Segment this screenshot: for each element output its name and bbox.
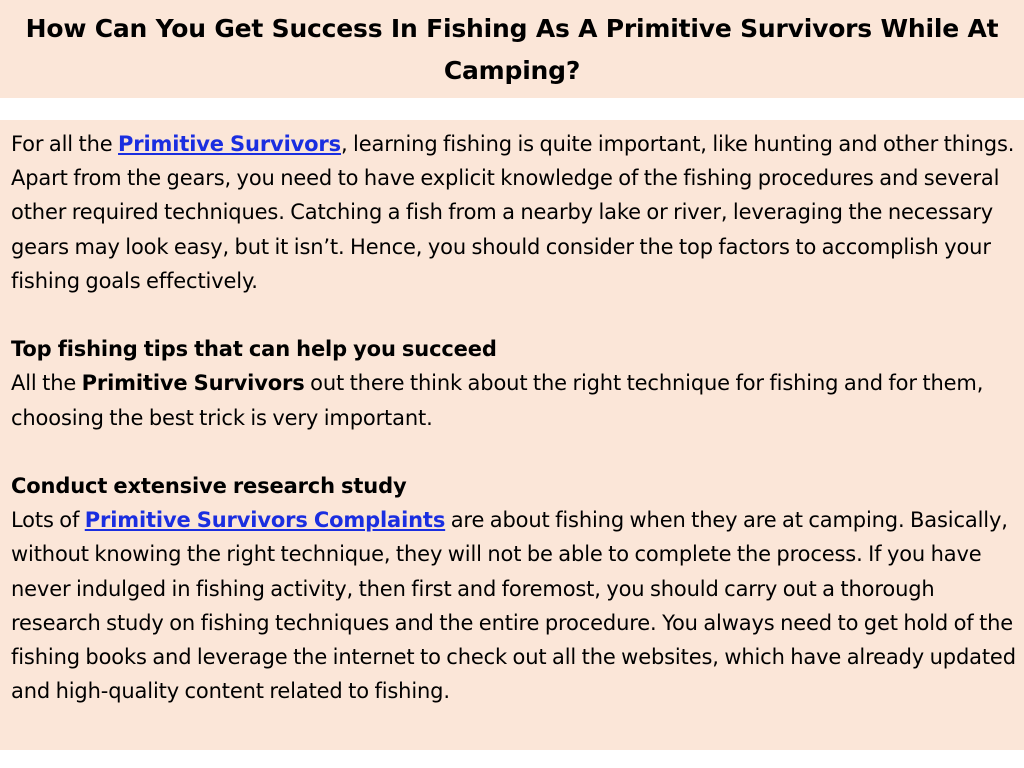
intro-paragraph (11, 127, 1016, 298)
research-suffix: are about fishing when they are at camping. Basically, without knowing the right technique, they will not be able to complete the process. If you have never indulged in fishing activity, then first and foremost, you should carry out a thorough research study on fishing techniques and the entire procedure. You always need to get hold of the fishing books and leverage the internet to check out all the websites, which have already updated and high-quality content related to fishing. (11, 508, 1016, 704)
primitive-survivors-complaints-link[interactable]: Primitive Survivors Complaints (84, 508, 446, 533)
article-body (0, 120, 1024, 750)
intro-suffix: , learning fishing is quite important, like hunting and other things. Apart from the gears, you need to have explicit knowledge of the fishing procedures and several other required techniques. Catching a fish from a nearby lake or river, leveraging the necessary gears may look easy, but it isn’t. Hence, you should consider the top factors to accomplish your fishing goals effectively. (11, 132, 1015, 293)
title-banner (0, 0, 1024, 98)
research-prefix: Lots of (11, 508, 85, 533)
research-paragraph (11, 503, 1016, 708)
section-heading-tips: Top fishing tips that can help you succeed (11, 337, 497, 362)
tips-prefix: All the (11, 371, 82, 396)
section-heading-research: Conduct extensive research study (11, 474, 407, 498)
primitive-survivors-link[interactable]: Primitive Survivors (118, 132, 341, 156)
paragraph-spacer (11, 435, 1016, 469)
page-title: How Can You Get Success In Fishing As A Primitive Survivors While At Camping? (25, 14, 999, 85)
tips-bold-term: Primitive Survivors (81, 371, 305, 396)
tips-paragraph (11, 366, 1016, 434)
paragraph-spacer (11, 298, 1016, 332)
intro-prefix: For all the (11, 132, 119, 156)
tips-suffix: out there think about the right technique for fishing and for them, choosing the best trick is very important. (11, 371, 984, 430)
